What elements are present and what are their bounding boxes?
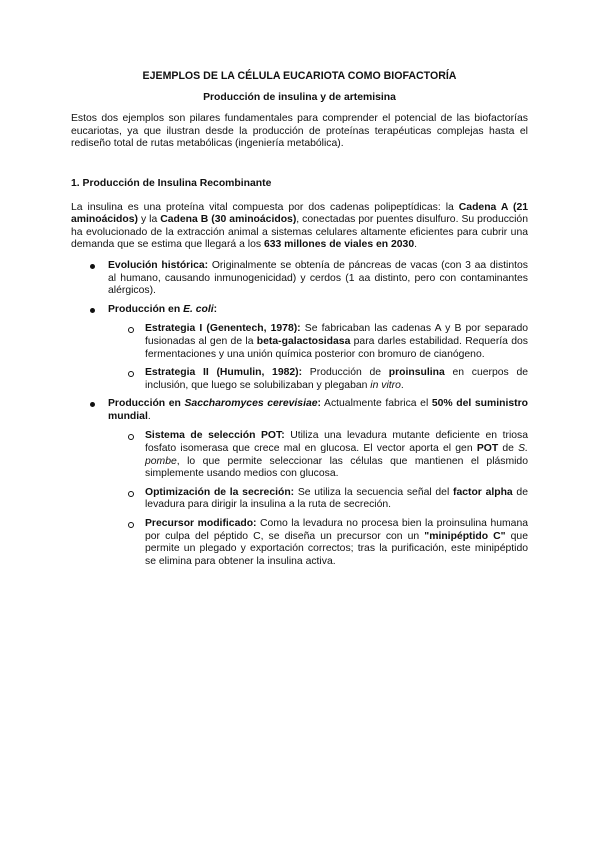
list-item-produccion-ecoli (71, 304, 528, 393)
item-label: Sistema de selección POT: (145, 430, 285, 442)
bold-run: Cadena B (30 aminoácidos) (160, 214, 297, 226)
italic-run: in vitro (370, 379, 401, 391)
bullet-circle-icon (128, 522, 134, 528)
item-label: Evolución histórica: (108, 259, 209, 271)
text-run: : (213, 303, 218, 315)
bullet-circle-icon (128, 434, 134, 440)
text-run: Se fabricaban las cadenas A y B por separado fusionadas al gen de la (145, 323, 529, 347)
section-1-bullet-list (71, 260, 528, 568)
list-item-text (145, 323, 528, 361)
text-run: Producción en (108, 398, 185, 410)
list-item-text (145, 367, 528, 392)
bullet-dot-icon (90, 402, 95, 407)
item-label: Precursor modificado: (145, 518, 257, 530)
list-item-text (108, 260, 528, 298)
bullet-circle-icon (128, 491, 134, 497)
document-subtitle: Producción de insulina y de artemisina (203, 91, 396, 103)
text-run: , conectadas por puentes disulfuro. Su producción ha evolucionado de la extracción animal a sistemas celulares altamente eficientes para cubrir una demanda que se estima que llegará a los (71, 214, 528, 251)
item-label: Estrategia I (Genentech, 1978): (145, 323, 301, 335)
section-1-paragraph (71, 202, 528, 252)
item-label (108, 304, 217, 315)
bullet-circle-icon (128, 327, 134, 333)
list-item-estrategia-2 (108, 367, 528, 392)
item-label (108, 398, 321, 409)
italic-run: S. pombe (145, 443, 528, 467)
text-run: Producción en (108, 303, 184, 315)
text-run: : (317, 398, 321, 410)
bold-run: POT (476, 443, 499, 455)
text-run: que permite un plegado y exportación correctos; tras la purificación, este minipéptido se elimina para obtener la insulina activa. (145, 530, 528, 567)
document-title: EJEMPLOS DE LA CÉLULA EUCARIOTA COMO BIOFACTORÍA (142, 70, 457, 82)
bold-run: 50% del suministro mundial (108, 398, 528, 422)
italic-run: Saccharomyces cerevisiae (184, 398, 318, 410)
italic-run: E. coli (183, 303, 214, 315)
text-run: . (400, 379, 404, 391)
list-item-precursor-modificado (108, 518, 528, 568)
text-run: de (498, 443, 519, 455)
page-content (71, 70, 528, 574)
bullet-dot-icon (90, 264, 95, 269)
bold-run: Cadena A (21 aminoácidos) (71, 201, 529, 226)
list-item-text (108, 304, 528, 317)
yeast-sub-list (108, 430, 528, 568)
list-item-produccion-saccharomyces (71, 398, 528, 568)
section-1-heading: 1. Producción de Insulina Recombinante (71, 177, 272, 189)
bullet-dot-icon (90, 308, 95, 313)
text-run: Producción de (302, 367, 389, 379)
bullet-circle-icon (128, 371, 134, 377)
list-item-text (145, 487, 528, 512)
text-run: . (147, 410, 151, 422)
list-item-text (145, 430, 528, 480)
text-run: para darles estabilidad. Requería dos fermentaciones y una unión química posterior con bromuro de cianógeno. (145, 335, 528, 360)
text-run: y la (137, 214, 161, 226)
text-run: La insulina es una proteína vital compuesta por dos cadenas polipeptídicas: la (71, 201, 459, 213)
bold-run: proinsulina (388, 367, 445, 379)
list-item-optimizacion-secrecion (108, 487, 528, 512)
bold-run: "minipéptido C" (424, 530, 506, 542)
text-run: . (414, 239, 418, 251)
list-item-evolucion-historica (71, 260, 528, 298)
bold-run: beta-galactosidasa (256, 335, 351, 347)
intro-paragraph: Estos dos ejemplos son pilares fundamentales para comprender el potencial de las biofactorías eucariotas, ya que ilustran desde la producción de proteínas terapéuticas complejas hasta el rediseño total de rutas metabólicas (ingeniería metabólica). (71, 113, 528, 150)
text-run: en cuerpos de inclusión, que luego se solubilizaban y plegaban (145, 367, 528, 391)
text-run: de levadura para dirigir la insulina a la ruta de secreción. (145, 486, 528, 511)
text-run: Utiliza una levadura mutante deficiente en triosa fosfato isomerasa que crece mal en glucosa. El vector aporta el gen (145, 430, 529, 455)
list-item-text (145, 518, 528, 568)
text-run: Originalmente se obtenía de páncreas de vacas (con 3 aa distintos al humano, causando inmunogenicidad) y cerdos (1 aa distinto, pero con contaminantes alérgicos). (108, 259, 528, 297)
list-item-text (108, 398, 528, 423)
list-item-estrategia-1 (108, 323, 528, 361)
bold-run: factor alpha (452, 486, 513, 498)
text-run: Actualmente fabrica el (320, 398, 432, 410)
bold-run: 633 millones de viales en 2030 (263, 239, 415, 251)
item-label: Estrategia II (Humulin, 1982): (145, 367, 303, 379)
text-run: , lo que permite seleccionar las células que mantienen el plásmido simplemente usando medios con glucosa. (145, 455, 528, 480)
text-run: Se utiliza la secuencia señal del (294, 486, 453, 498)
text-run: Como la levadura no procesa bien la proinsulina humana por culpa del péptido C, se diseña un precursor con un (145, 518, 529, 542)
list-item-sistema-pot (108, 430, 528, 480)
item-label: Optimización de la secreción: (145, 486, 295, 498)
ecoli-sub-list (108, 323, 528, 392)
